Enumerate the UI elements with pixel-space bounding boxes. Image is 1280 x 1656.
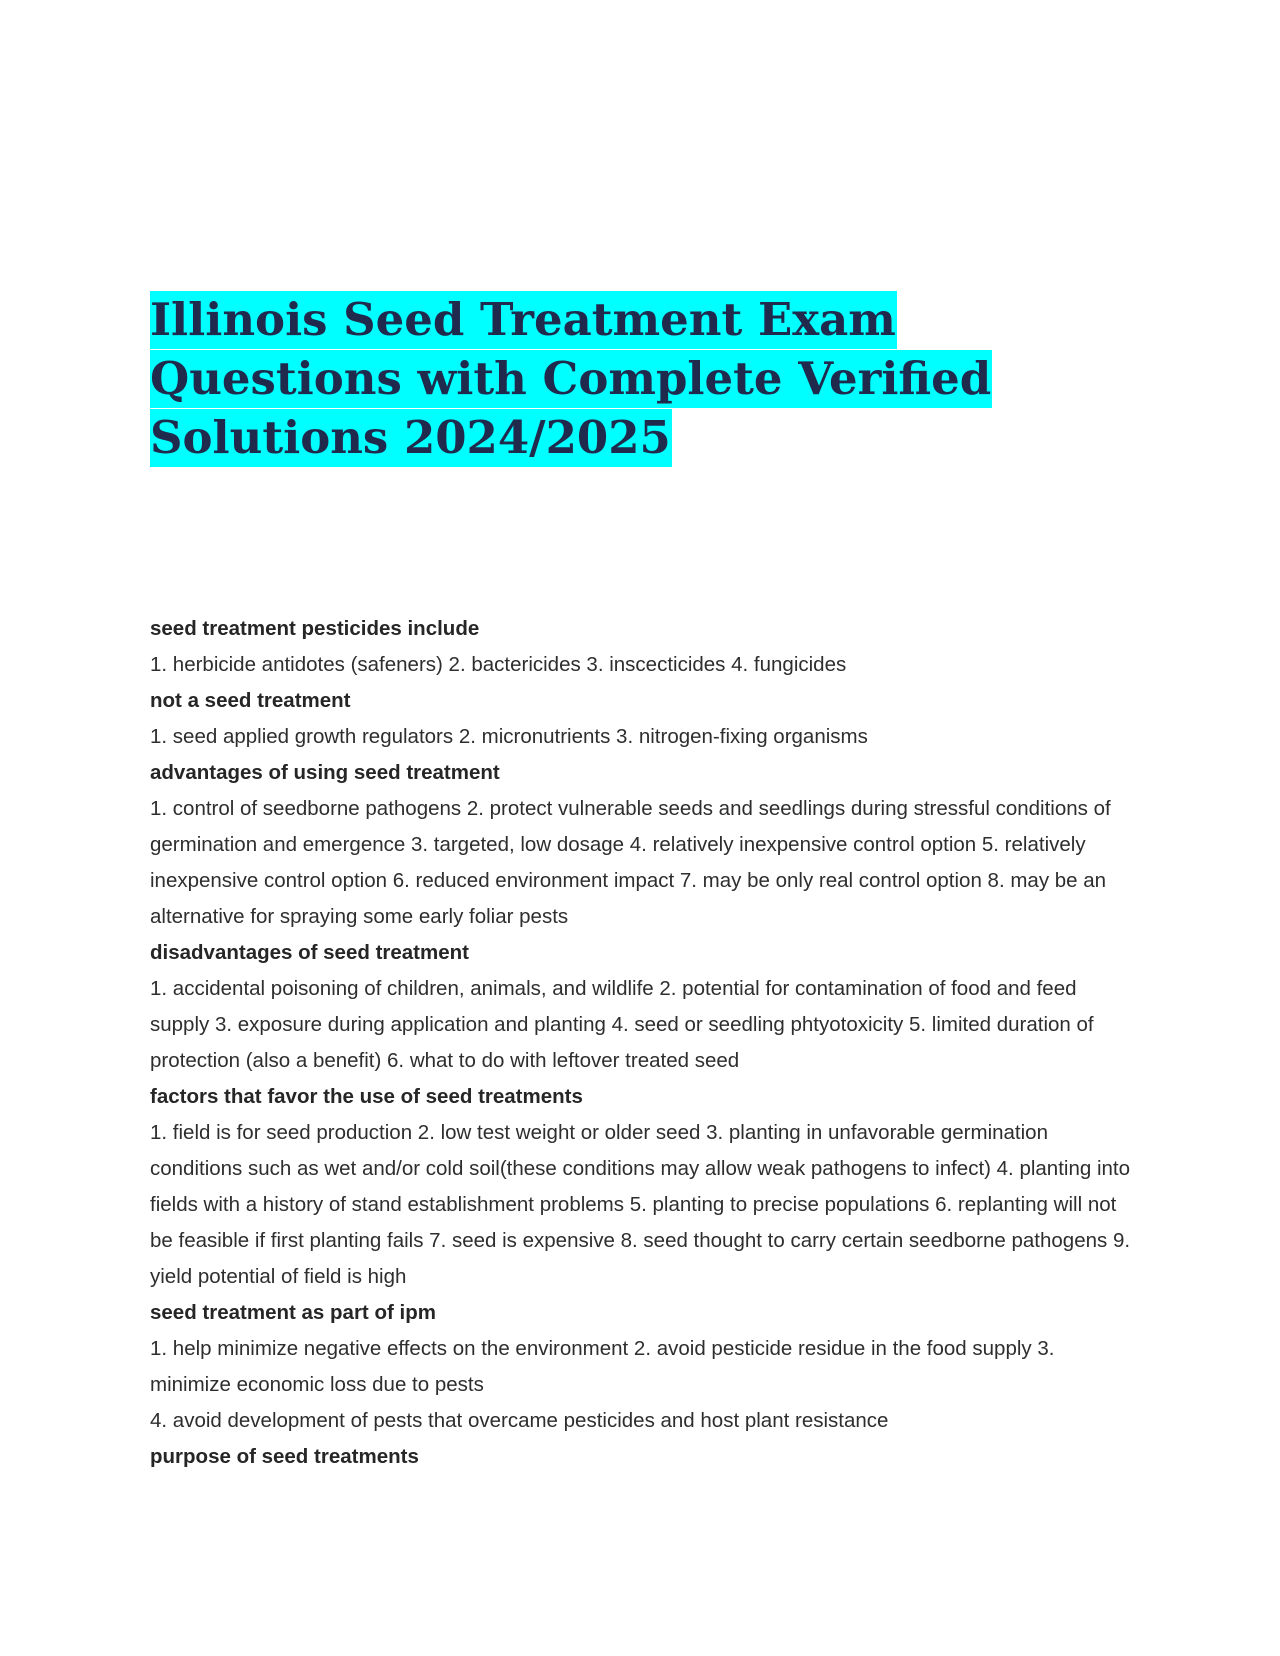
question-heading: purpose of seed treatments — [150, 1445, 419, 1468]
question-heading: not a seed treatment — [150, 689, 351, 712]
question-heading: factors that favor the use of seed treatments — [150, 1085, 583, 1108]
answer-text: 1. help minimize negative effects on the environment 2. avoid pesticide residue in the food supply 3. minimize economic loss due to pests — [150, 1337, 1055, 1396]
title-text: Illinois Seed Treatment Exam Questions with Complete Verified Solutions 2024/2025 — [150, 291, 992, 467]
question-heading: disadvantages of seed treatment — [150, 941, 469, 964]
answer-text: 4. avoid development of pests that overcame pesticides and host plant resistance — [150, 1409, 889, 1432]
answer-text: 1. field is for seed production 2. low test weight or older seed 3. planting in unfavorable germination conditions such as wet and/or cold soil(these conditions may allow weak pathogens to infect) 4. planting into fields with a history of stand establishment problems 5. planting to precise populations 6. replanting will not be feasible if first planting fails 7. seed is expensive 8. seed thought to carry certain seedborne pathogens 9. yield potential of field is high — [150, 1121, 1131, 1288]
answer-text: 1. control of seedborne pathogens 2. protect vulnerable seeds and seedlings during stressful conditions of germination and emergence 3. targeted, low dosage 4. relatively inexpensive control option 5. relatively inexpensive control option 6. reduced environment impact 7. may be only real control option 8. may be an alternative for spraying some early foliar pests — [150, 797, 1111, 928]
answer-text: 1. herbicide antidotes (safeners) 2. bactericides 3. inscecticides 4. fungicides — [150, 653, 847, 676]
answer-text: 1. seed applied growth regulators 2. micronutrients 3. nitrogen-fixing organisms — [150, 725, 868, 748]
question-heading: seed treatment as part of ipm — [150, 1301, 436, 1324]
answer-text: 1. accidental poisoning of children, animals, and wildlife 2. potential for contamination of food and feed supply 3. exposure during application and planting 4. seed or seedling phtyotoxicity 5. limited duration of protection (also a benefit) 6. what to do with leftover treated seed — [150, 977, 1094, 1072]
question-heading: seed treatment pesticides include — [150, 617, 480, 640]
question-heading: advantages of using seed treatment — [150, 761, 500, 784]
document-title — [150, 290, 1150, 467]
qa-content — [150, 611, 1140, 1475]
